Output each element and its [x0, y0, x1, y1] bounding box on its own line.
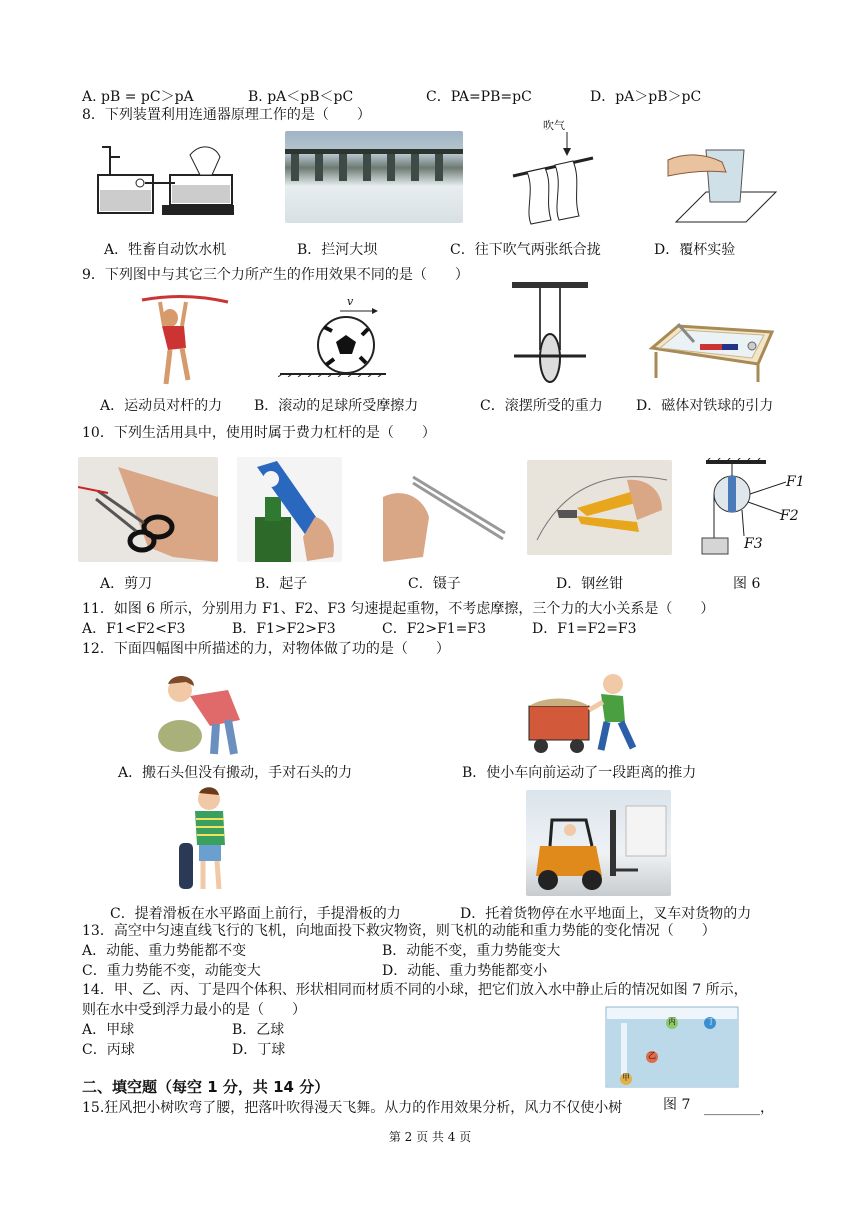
q10-force-label-f3: F3 [744, 536, 763, 552]
q10-force-label-f1: F1 [786, 474, 805, 490]
q8-option-a: A．牲畜自动饮水机 [104, 242, 227, 258]
q9-magnet-tray-image [648, 318, 776, 386]
q10-option-b: B．起子 [255, 576, 308, 592]
q12-option-c: C．提着滑板在水平路面上前行，手提滑板的力 [110, 906, 401, 922]
q8-stem: 8．下列装置利用连通器原理工作的是（ ） [82, 107, 371, 123]
q14-option-a: A．甲球 [82, 1022, 135, 1038]
q10-force-label-f2: F2 [780, 508, 799, 524]
q11-option-a: A．F1<F2<F3 [82, 621, 186, 637]
q13-option-a: A．动能、重力势能都不变 [82, 943, 247, 959]
section-2-title: 二、填空题（每空 1 分，共 14 分） [82, 1078, 330, 1096]
q14-option-b: B．乙球 [232, 1022, 285, 1038]
q14-ball-label-jia: 甲 [622, 1073, 630, 1082]
q14-ball-label-ding: 丁 [707, 1017, 715, 1026]
q12-boy-pushing-cart-image [525, 670, 650, 756]
q13-stem: 13．高空中匀速直线飞行的飞机，向地面投下救灾物资，则飞机的动能和重力势能的变化情况（ ） [82, 923, 716, 939]
q11-option-b: B．F1>F2>F3 [232, 621, 336, 637]
q11-stem: 11．如图 6 所示，分别用力 F1、F2、F3 匀速提起重物，不考虑摩擦，三个力的大小关系是（ ） [82, 601, 715, 617]
q13-option-c: C．重力势能不变，动能变大 [82, 963, 261, 979]
q7-option-b: B. pA＜pB＜pC [248, 89, 354, 105]
q10-bottle-opener-image [237, 457, 342, 562]
q7-option-c: C．PA=PB=pC [426, 89, 532, 105]
figure-6-label: 图 6 [733, 576, 761, 592]
q14-stem-line2: 则在水中受到浮力最小的是（ ） [82, 1002, 306, 1018]
q8-blow-label: 吹气 [543, 119, 565, 132]
q10-scissors-image [78, 457, 218, 562]
q10-stem: 10．下列生活用具中，使用时属于费力杠杆的是（ ） [82, 425, 436, 441]
q8-option-c: C．往下吹气两张纸合拢 [450, 242, 601, 258]
q8-inverted-cup-image [666, 132, 779, 227]
q14-stem-line1: 14．甲、乙、丙、丁是四个体积、形状相同而材质不同的小球，把它们放入水中静止后的情况如图 7 所示， [82, 982, 748, 998]
q12-option-a: A．搬石头但没有搬动，手对石头的力 [118, 765, 353, 781]
q9-option-b: B．滚动的足球所受摩擦力 [254, 398, 419, 414]
q12-boy-carrying-skateboard-image [175, 785, 240, 897]
q15-blank: ________， [704, 1100, 774, 1116]
q8-option-d: D．覆杯实验 [654, 242, 736, 258]
q14-option-d: D．丁球 [232, 1042, 286, 1058]
q8-option-b: B．拦河大坝 [297, 242, 378, 258]
q10-pliers-image [527, 460, 672, 555]
q12-option-d: D．托着货物停在水平地面上，叉车对货物的力 [460, 906, 752, 922]
q12-girl-lifting-stone-image [150, 670, 250, 756]
q11-option-c: C．F2>F1=F3 [382, 621, 487, 637]
q8-dam-image [285, 131, 463, 223]
q9-option-d: D．磁体对铁球的引力 [636, 398, 774, 414]
q13-option-b: B．动能不变，重力势能变大 [382, 943, 561, 959]
q12-forklift-image [526, 790, 671, 896]
q9-maxwell-pendulum-image [510, 280, 590, 385]
q9-option-c: C．滚摆所受的重力 [480, 398, 603, 414]
q10-option-d: D．钢丝钳 [556, 576, 624, 592]
q9-option-a: A．运动员对杆的力 [100, 398, 223, 414]
q10-tweezers-image [383, 457, 508, 562]
q10-option-a: A．剪刀 [100, 576, 153, 592]
q9-soccer-ball-image [278, 305, 388, 377]
q13-option-d: D．动能、重力势能都变小 [382, 963, 548, 979]
q7-option-a: A. pB = pC＞pA [82, 89, 194, 105]
figure-7-label: 图 7 [663, 1097, 691, 1113]
q9-pole-vault-image [140, 288, 230, 388]
q14-option-c: C．丙球 [82, 1042, 135, 1058]
q15-text: 15.狂风把小树吹弯了腰，把落叶吹得漫天飞舞。从力的作用效果分析，风力不仅使小树 [82, 1100, 623, 1116]
q9-velocity-label: v [347, 295, 354, 308]
q7-option-d: D．pA＞pB＞pC [590, 89, 702, 105]
q14-ball-label-bing: 丙 [668, 1017, 676, 1026]
q12-stem: 12．下面四幅图中所描述的力，对物体做了功的是（ ） [82, 641, 450, 657]
q9-stem: 9．下列图中与其它三个力所产生的作用效果不同的是（ ） [82, 267, 469, 283]
q10-option-c: C．镊子 [408, 576, 461, 592]
q8-paper-blow-image [505, 130, 600, 228]
page-footer: 第 2 页 共 4 页 [388, 1130, 472, 1144]
q14-ball-label-yi: 乙 [648, 1051, 656, 1060]
q12-option-b: B．使小车向前运动了一段距离的推力 [462, 765, 697, 781]
q11-option-d: D．F1=F2=F3 [532, 621, 637, 637]
q8-livestock-waterer-image [90, 135, 240, 225]
